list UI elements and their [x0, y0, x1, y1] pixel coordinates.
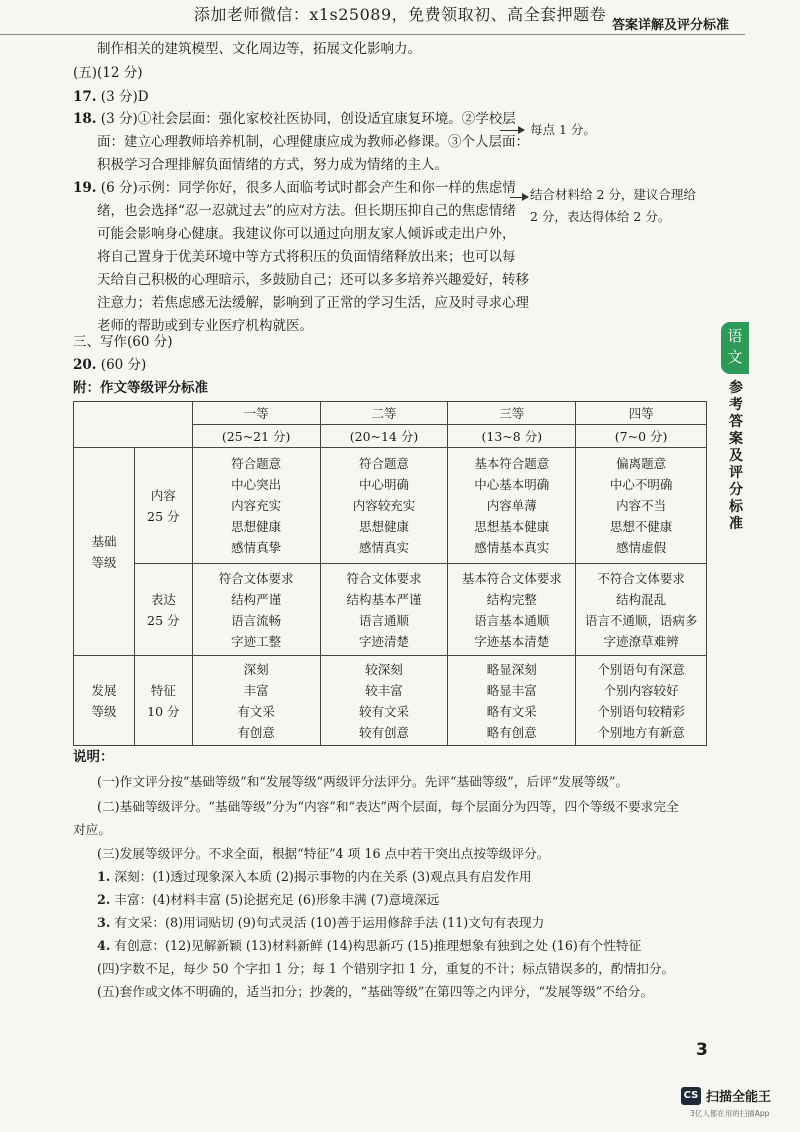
vertical-char: 案	[729, 431, 743, 447]
basic-label-line: 基础	[91, 533, 117, 549]
vertical-char: 评	[729, 465, 743, 481]
criterion: 偏离题意	[616, 456, 667, 471]
criterion: 字迹工整	[231, 633, 282, 649]
expression-label	[134, 564, 192, 656]
scanner-app-tagline: 3亿人都在用的扫描App	[690, 1109, 770, 1118]
criterion: 中心基本明确	[474, 477, 550, 492]
criterion: 内容较充实	[352, 498, 416, 513]
criterion: 较有文采	[358, 703, 409, 719]
criterion: 略有文采	[486, 703, 537, 719]
q18-arrow	[500, 130, 524, 131]
criterion: 较深刻	[365, 661, 403, 677]
grading-table	[73, 401, 707, 746]
content-label-line: 内容	[150, 487, 176, 503]
vertical-section-label	[727, 380, 745, 533]
criterion: 个别语句有深意	[597, 661, 685, 677]
q18-line: 面：建立心理教师培养机制，心理健康应成为教师必修课。③个人层面：	[97, 134, 529, 150]
explanation-title: 说明：	[73, 749, 114, 765]
explanation-p2: (二)基础等级评分。“基础等级”分为“内容”和“表达”两个层面，每个层面分为四等，四个等级不要求完全	[97, 799, 679, 814]
q18-score-note: 每点 1 分。	[530, 122, 596, 137]
criterion: 思想基本健康	[474, 519, 550, 534]
expression-cell	[320, 564, 448, 656]
criterion: 语言基本通顺	[474, 612, 550, 628]
criterion: 符合题意	[358, 456, 409, 471]
grade-header: 三等	[448, 402, 576, 425]
feature-item-text: 深刻：(1)透过现象深入本质 (2)揭示事物的内在关系 (3)观点具有启发作用	[114, 869, 532, 884]
explanation-p2-cont: 对应。	[73, 822, 112, 837]
q19-note-line: 2 分，表达得体给 2 分。	[530, 209, 671, 224]
subject-char: 语	[727, 327, 743, 345]
feature-label	[134, 656, 192, 746]
basic-level-label	[74, 448, 135, 656]
grade-header: 一等	[192, 402, 320, 425]
table-title: 附：作文等级评分标准	[73, 380, 208, 396]
criterion: 有文采	[237, 703, 275, 719]
development-level-label	[74, 656, 135, 746]
criterion: 语言流畅	[231, 612, 282, 628]
criterion: 有创意	[237, 724, 275, 740]
feature-label-line: 10 分	[147, 703, 180, 719]
q18-line: 积极学习合理排解负面情绪的方式，努力成为情绪的主人。	[97, 157, 448, 173]
part5-heading: (五)(12 分)	[73, 65, 143, 81]
content-cell	[192, 448, 320, 564]
feature-item-number: 3.	[97, 915, 111, 930]
criterion: 基本符合题意	[474, 456, 550, 471]
q19-line: 注意力；若焦虑感无法缓解，影响到了正常的学习生活，应及时寻求心理	[97, 295, 529, 311]
section-title: 答案详解及评分标准	[612, 18, 730, 33]
criterion: 感情真挚	[231, 540, 282, 555]
criterion: 思想健康	[231, 519, 282, 534]
content-cell	[448, 448, 576, 564]
explanation-p1: (一)作文评分按“基础等级”和“发展等级”两级评分法评分。先评“基础等级”，后评“发展等级”。	[97, 774, 629, 789]
content-label	[134, 448, 192, 564]
vertical-char: 答	[729, 414, 743, 430]
watermark-text: 添加老师微信：x1s25089，免费领取初、高全套押题卷	[193, 5, 607, 24]
q19-line: (6 分)示例：同学你好，很多人面临考试时都会产生和你一样的焦虑情	[100, 180, 516, 196]
q19-number: 19.	[73, 180, 97, 196]
criterion: 个别地方有新意	[597, 724, 685, 740]
criterion: 符合文体要求	[346, 570, 422, 586]
criterion: 中心明确	[358, 477, 409, 492]
q17-number: 17.	[73, 89, 97, 105]
feature-label-line: 特征	[150, 682, 176, 698]
basic-label-line: 等级	[91, 554, 117, 570]
explanation-p4: (四)字数不足，每少 50 个字扣 1 分；每 1 个错别字扣 1 分，重复的不计；标点错误多的，酌情扣分。	[97, 961, 675, 976]
criterion: 感情虚假	[616, 540, 667, 555]
grade-range: (20~14 分)	[320, 425, 448, 448]
feature-item	[97, 935, 641, 957]
vertical-char: 分	[729, 482, 743, 498]
criterion: 内容不当	[616, 498, 667, 513]
grade-range: (25~21 分)	[192, 425, 320, 448]
criterion: 略显深刻	[486, 661, 537, 677]
feature-cell	[320, 656, 448, 746]
answer-line-prev: 制作相关的建筑模型、文化周边等，拓展文化影响力。	[97, 41, 421, 57]
q19-line: 将自己置身于优美环境中等方式将积压的负面情绪释放出来；也可以每	[97, 249, 516, 265]
criterion: 字迹基本清楚	[474, 633, 550, 649]
criterion: 内容单薄	[486, 498, 537, 513]
subject-tab	[721, 322, 749, 374]
grade-header: 二等	[320, 402, 448, 425]
criterion: 较有创意	[358, 724, 409, 740]
q19-arrow	[510, 197, 528, 198]
page-number: 3	[696, 1040, 708, 1060]
criterion: 符合题意	[231, 456, 282, 471]
criterion: 中心突出	[231, 477, 282, 492]
vertical-char: 标	[729, 499, 743, 515]
question-20	[73, 354, 146, 377]
criterion: 结构基本严谨	[346, 591, 422, 607]
q19-line: 绪，也会选择“忍一忍就过去”的应对方法。但长期压抑自己的焦虑情绪	[97, 203, 516, 219]
criterion: 略显丰富	[486, 682, 537, 698]
explanation-p5: (五)套作或文体不明确的，适当扣分；抄袭的，“基础等级”在第四等之内评分，“发展等级”不给分。	[97, 984, 654, 999]
scanner-app-name: 扫描全能王	[706, 1090, 772, 1105]
grade-range: (7~0 分)	[576, 425, 707, 448]
criterion: 深刻	[243, 661, 269, 677]
dev-label-line: 发展	[91, 682, 117, 698]
q17-answer: (3 分)D	[100, 89, 149, 105]
criterion: 个别内容较好	[603, 682, 679, 698]
expression-cell	[576, 564, 707, 656]
subject-char: 文	[727, 348, 743, 366]
q20-number: 20.	[73, 357, 97, 373]
question-18	[73, 108, 529, 177]
criterion: 较丰富	[365, 682, 403, 698]
expression-label-line: 25 分	[147, 612, 180, 628]
content-label-line: 25 分	[147, 508, 180, 524]
criterion: 思想不健康	[609, 519, 673, 534]
q19-line: 可能会影响身心健康。我建议你可以通过向朋友家人倾诉或走出户外，	[97, 226, 516, 242]
header-divider	[0, 34, 745, 35]
criterion: 思想健康	[358, 519, 409, 534]
criterion: 感情真实	[358, 540, 409, 555]
q19-note-line: 结合材料给 2 分，建议合理给	[530, 187, 696, 202]
feature-item	[97, 912, 544, 934]
feature-cell	[192, 656, 320, 746]
vertical-char: 参	[729, 380, 743, 396]
criterion: 感情基本真实	[474, 540, 550, 555]
vertical-char: 考	[729, 397, 743, 413]
q19-line: 老师的帮助或到专业医疗机构就医。	[97, 318, 313, 334]
expression-cell	[192, 564, 320, 656]
feature-item-number: 2.	[97, 892, 111, 907]
criterion: 结构混乱	[616, 591, 667, 607]
expression-label-line: 表达	[150, 591, 176, 607]
q18-line: (3 分)①社会层面：强化家校社医协同，创设适宜康复环境。②学校层	[100, 111, 516, 127]
feature-item-text: 有文采：(8)用词贴切 (9)句式灵活 (10)善于运用修辞手法 (11)文句有表现力	[114, 915, 545, 930]
criterion: 字迹潦草难辨	[603, 633, 679, 649]
criterion: 符合文体要求	[218, 570, 294, 586]
vertical-char: 准	[729, 516, 743, 532]
feature-item-text: 丰富：(4)材料丰富 (5)论据充足 (6)形象丰满 (7)意境深远	[114, 892, 440, 907]
criterion: 内容充实	[231, 498, 282, 513]
feature-cell	[448, 656, 576, 746]
criterion: 不符合文体要求	[597, 570, 685, 586]
dev-label-line: 等级	[91, 703, 117, 719]
feature-item-number: 4.	[97, 938, 111, 953]
criterion: 结构完整	[486, 591, 537, 607]
feature-item	[97, 889, 439, 911]
criterion: 字迹清楚	[358, 633, 409, 649]
grade-range: (13~8 分)	[448, 425, 576, 448]
criterion: 基本符合文体要求	[461, 570, 562, 586]
vertical-char: 及	[729, 448, 743, 464]
question-19	[73, 177, 529, 338]
explanation-p3: (三)发展等级评分。不求全面，根据“特征”4 项 16 点中若干突出点按等级评分。	[97, 846, 550, 861]
criterion: 语言不通顺，语病多	[584, 612, 698, 628]
question-17	[73, 86, 149, 109]
table-corner-cell	[74, 402, 193, 448]
criterion: 个别语句较精彩	[597, 703, 685, 719]
criterion: 中心不明确	[609, 477, 673, 492]
feature-item-number: 1.	[97, 869, 111, 884]
expression-cell	[448, 564, 576, 656]
part3-heading: 三、写作(60 分)	[73, 334, 173, 350]
content-cell	[576, 448, 707, 564]
criterion: 语言通顺	[358, 612, 409, 628]
q18-number: 18.	[73, 111, 97, 127]
q19-score-note	[530, 184, 696, 228]
grade-header: 四等	[576, 402, 707, 425]
content-cell	[320, 448, 448, 564]
q20-score: (60 分)	[100, 357, 147, 373]
feature-item	[97, 866, 532, 888]
feature-item-text: 有创意：(12)见解新颖 (13)材料新鲜 (14)构思新巧 (15)推理想象有独到之处 (16)有个性特征	[114, 938, 642, 953]
feature-cell	[576, 656, 707, 746]
criterion: 略有创意	[486, 724, 537, 740]
q19-line: 天给自己积极的心理暗示，多鼓励自己；还可以多多培养兴趣爱好，转移	[97, 272, 529, 288]
criterion: 丰富	[243, 682, 269, 698]
criterion: 结构严谨	[231, 591, 282, 607]
camscanner-logo-icon: CS	[681, 1087, 701, 1105]
